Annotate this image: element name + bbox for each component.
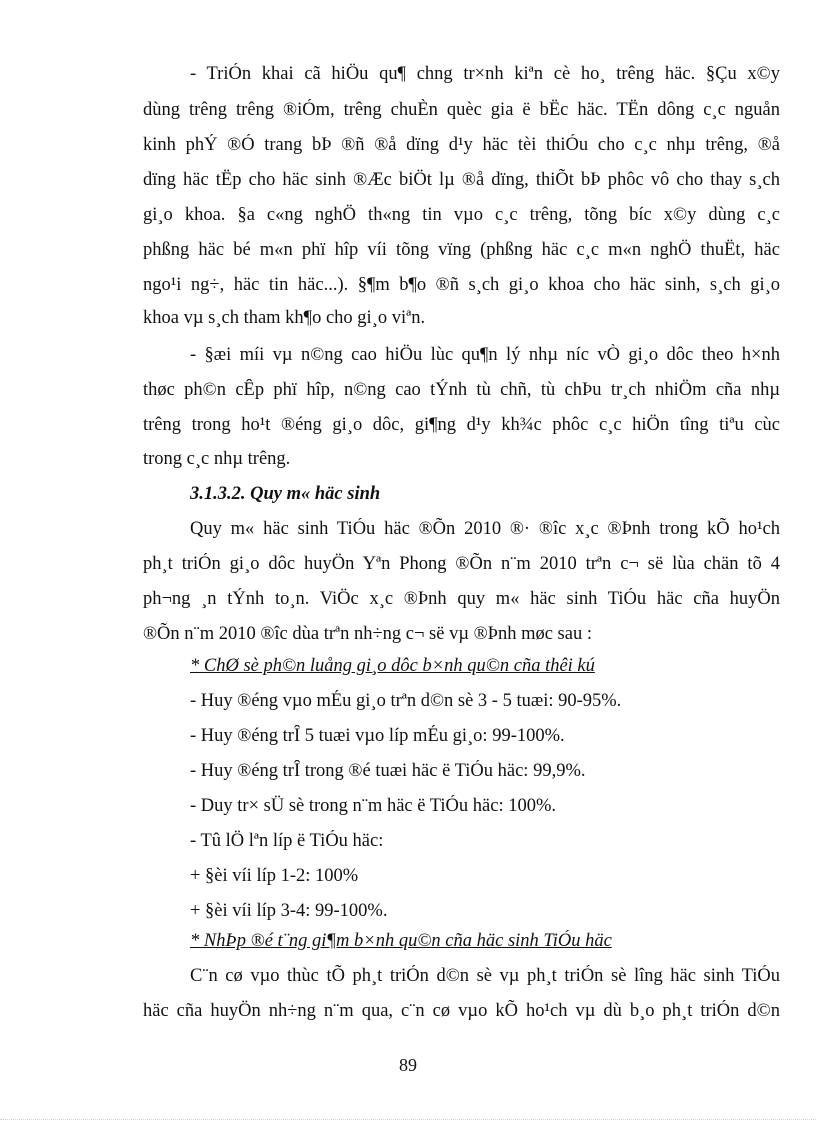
list-item: + §èi víi líp 1-2: 100% [190, 866, 359, 886]
text-line: häc cña huyÖn nh÷ng n¨m qua, c¨n cø vµo kÕ ho¹ch vµ dù b¸o ph¸t triÓn d©n [143, 1001, 780, 1021]
page-edge-divider [0, 1119, 816, 1120]
text-line: trong c¸c nhµ trêng. [143, 449, 291, 469]
text-line: phßng häc bé m«n phï hîp víi tõng vïng (phßng häc c¸c m«n nghÖ thuËt, häc [143, 240, 780, 260]
list-item: - Huy ®éng trÎ trong ®é tuæi häc ë TiÓu häc: 99,9%. [190, 761, 586, 781]
section-heading: 3.1.3.2. Quy m« häc sinh [190, 484, 381, 504]
text-line: Quy m« häc sinh TiÓu häc ®Õn 2010 ®· ®îc x¸c ®Þnh trong kÕ ho¹ch [190, 519, 780, 539]
text-line: ph¸t triÓn gi¸o dôc huyÖn Yªn Phong ®Õn n¨m 2010 trªn c¬ së lùa chän tõ 4 [143, 554, 780, 574]
text-line: dùng trêng trêng ®iÓm, trêng chuÈn quèc gia ë bËc häc. TËn dông c¸c nguån [143, 100, 780, 120]
list-item: - Huy ®éng vµo mÉu gi¸o trªn d©n sè 3 - 5 tuæi: 90-95%. [190, 691, 622, 711]
text-line: thøc ph©n cÊp phï hîp, n©ng cao tÝnh tù chñ, tù chÞu tr¸ch nhiÖm cña nhµ [143, 380, 780, 400]
text-line: - TriÓn khai cã hiÖu qu¶ chng tr×nh kiªn cè ho¸ trêng häc. §Çu x©y [190, 64, 780, 84]
text-line: ph¬ng ¸n tÝnh to¸n. ViÖc x¸c ®Þnh quy m« häc sinh TiÓu häc cña huyÖn [143, 589, 780, 609]
text-line: trêng trong ho¹t ®éng gi¸o dôc, gi¶ng d¹y kh¾c phôc c¸c hiÖn tîng tiªu cùc [143, 415, 780, 435]
text-line: dïng häc tËp cho häc sinh ®Æc biÖt lµ ®å dïng, thiÕt bÞ phôc vô cho thay s¸ch [143, 170, 780, 190]
subheading: * ChØ sè ph©n luång gi¸o dôc b×nh qu©n cña thêi kú [190, 656, 595, 676]
text-line: kinh phÝ ®Ó trang bÞ ®ñ ®å dïng d¹y häc tèi thiÓu cho c¸c nhµ trêng, ®å [143, 135, 780, 155]
text-line: khoa vµ s¸ch tham kh¶o cho gi¸o viªn. [143, 308, 426, 328]
page-number: 89 [399, 1055, 417, 1075]
list-item: - Tû lÖ lªn líp ë TiÓu häc: [190, 831, 384, 851]
text-line: ®Õn n¨m 2010 ®îc dùa trªn nh÷ng c¬ së vµ ®Þnh møc sau : [143, 624, 592, 644]
text-line: gi¸o khoa. §a c«ng nghÖ th«ng tin vµo c¸c trêng, tõng bíc x©y dùng c¸c [143, 205, 780, 225]
text-line: C¨n cø vµo thùc tÕ ph¸t triÓn d©n sè vµ ph¸t triÓn sè lîng häc sinh TiÓu [190, 966, 780, 986]
list-item: - Huy ®éng trÎ 5 tuæi vµo líp mÉu gi¸o: 99-100%. [190, 726, 565, 746]
text-line: - §æi míi vµ n©ng cao hiÖu lùc qu¶n lý nhµ níc vÒ gi¸o dôc theo h×nh [190, 345, 780, 365]
text-line: ngo¹i ng÷, häc tin häc...). §¶m b¶o ®ñ s¸ch gi¸o khoa cho häc sinh, s¸ch gi¸o [143, 275, 780, 295]
subheading: * NhÞp ®é t¨ng gi¶m b×nh qu©n cña häc sinh TiÓu häc [190, 931, 612, 951]
list-item: - Duy tr× sÜ sè trong n¨m häc ë TiÓu häc: 100%. [190, 796, 556, 816]
list-item: + §èi víi líp 3-4: 99-100%. [190, 901, 388, 921]
